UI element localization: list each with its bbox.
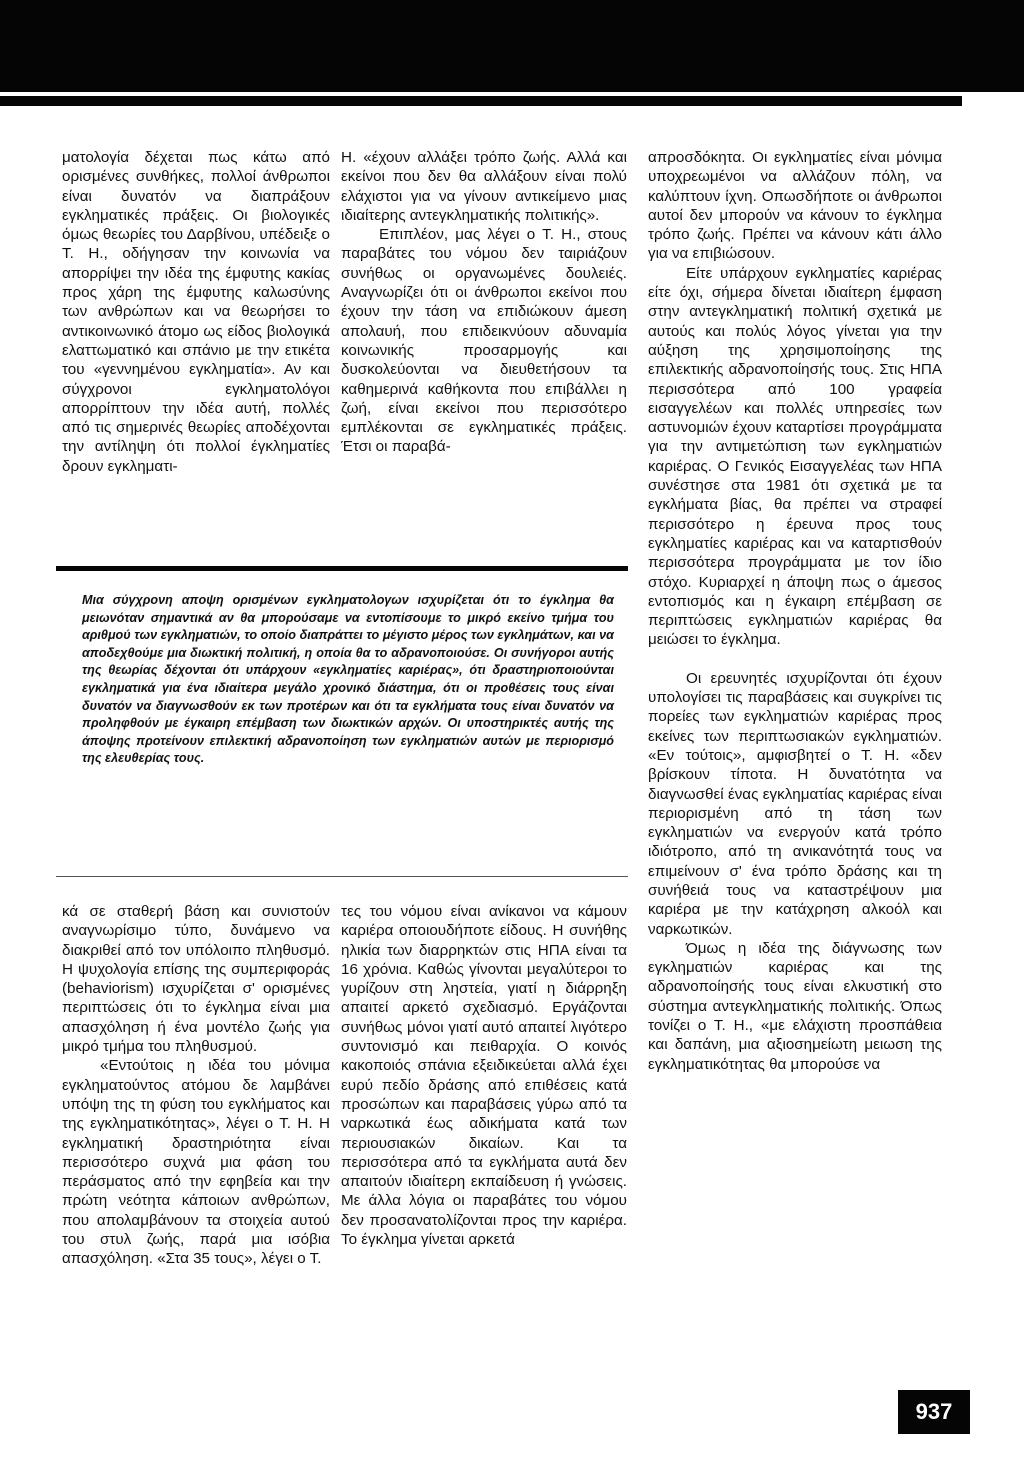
column-middle-top [341,148,627,457]
column-right [648,148,942,1074]
top-black-band [0,0,1024,92]
top-rule [0,96,962,106]
pull-quote: Μια σύγχρονη αποψη ορισμένων εγκληματολογων ισχυρίζεται ότι το έγκλημα θα μειωνόταν σημαντικά αν θα μπορούσαμε να εντοπίσουμε το μικρό εκείνο τμήμα του αριθμού των εγκληματιών, το οποίο διαπράττει το μέγιστο μέρος των εγκλημάτων, και να αποδεχθούμε μια διωκτική πολιτική, η οποία θα το αδρανοποιούσε. Οι συνήγοροι αυτής της θεωρίας δέχονται ότι υπάρχουν «εγκληματίες καριέρας», ότι δραστηριοποιούνται εγκληματικά για ένα ιδιαίτερα μεγάλο χρονικό διάστημα, ότι οι προθέσεις τους είναι δυνατόν να διαγνωσθούν εκ των προτέρων και ότι τα εγκλήματα τους είναι δυνατόν να προληφθούν με έγκαιρη επέμβαση των διωκτικών αρχών. Οι υποστηρικτές αυτής της άποψης προτείνουν επιλεκτική αδρανοποίηση των εγκληματιών αυτών με περιορισμό της ελευθερίας τους. [82,593,614,766]
paragraph: τες του νόμου είναι ανίκανοι να κάμουν καριέρα οποιουδήποτε είδους. Η συνήθης ηλικία των διαρρηκτών στις ΗΠΑ είναι τα 16 χρόνια. Καθώς γίνονται μεγαλύτεροι το γυρίζουν στη ληστεία, γιατί η διάρρηξη απαιτεί αρκετό σχεδιασμό. Εργάζονται συνήθως μόνοι γιατί αυτό απαιτεί λιγότερο συντονισμό και πειθαρχία. Ο κοινός κακοποιός σπάνια εξειδικεύεται αλλά έχει ευρύ πεδίο δράσης από επιθέσεις κατά προσώπων και παραβάσεις γύρω από τα ναρκωτικά έως αδικήματα κατά των περιουσιακών δικαίων. Και τα περισσότερα από τα εγκλήματα αυτά δεν απαιτούν ιδιαίτερη εκπαίδευση ή γνώσεις. Με άλλα λόγια οι παραβάτες του νόμου δεν προσανατολίζονται προς την καριέρα. Το έγκλημα γίνεται αρκετά [341,903,627,1249]
paragraph: Η. «έχουν αλλάξει τρόπο ζωής. Αλλά και εκείνοι που δεν θα αλλάξουν είναι πολύ ελάχιστοι για να γίνουν αντικείμενο μιας ιδιαίτερης αντεγκληματικής πολιτικής». [341,149,627,224]
paragraph: Οι ερευνητές ισχυρίζονται ότι έχουν υπολογίσει τις παραβάσεις και συγκρίνει τις πορείες των εγκληματιών καριέρας προς εκείνες των περιπτωσιακών εγκληματιών. «Εν τούτοις», αμφισβητεί ο Τ. Η. «δεν βρίσκουν τίποτα. Η δυνατότητα να διαγνωσθεί ένας εγκληματίας καριέρας είναι περιορισμένη από τη τάση των εγκληματιών να ενεργούν κατά τρόπο ιδιότροπο, από τη ανικανότητά τους να επιμείνουν σ' ένα τρόπο δράσης και τη συνήθειά τους να καταστρέψουν μια καριέρα με την κατάχρηση αλκοόλ και ναρκωτικών. [648,669,942,938]
paragraph: απροσδόκητα. Οι εγκληματίες είναι μόνιμα υποχρεωμένοι να αλλάζουν πόλη, να καλύπτουν ίχνη. Οπωσδήποτε οι άνθρωποι αυτοί δεν μπορούν να κάνουν το έγκλημα τρόπο ζωής. Πρέπει να κάνουν κάτι άλλο για να επιβιώσουν. [648,149,942,263]
paragraph: κά σε σταθερή βάση και συνιστούν αναγνωρίσιμο τύπο, δυνάμενο να διακριθεί από τον υπόλοιπο πληθυσμό. Η ψυχολογία επίσης της συμπεριφοράς (behaviorism) ισχυρίζεται σ' ορισμένες περιπτώσεις ότι το έγκλημα είναι μια απασχόληση ή ένα μοντέλο ζωής για μικρό τμήμα του πληθυσμού. [62,903,330,1056]
paragraph: «Εντούτοις η ιδέα του μόνιμα εγκληματούντος ατόμου δε λαμβάνει υπόψη της τη φύση του εγκλήματος και της εγκληματικότητας», λέγει ο Τ. Η. Η εγκληματική δραστηριότητα είναι περισσότερο συχνά μια φάση του περάσματος από την εφηβεία και την πρώτη νεότητα κάποιων ανθρώπων, που απολαμβάνουν τα στοιχεία αυτού του στυλ ζωής, παρά μια ισόβια απασχόληση. «Στα 35 τους», λέγει ο Τ. [62,1057,330,1268]
column-middle-bottom [341,902,627,1249]
column-left-top [62,148,330,476]
callout-bottom-rule [56,876,628,877]
callout-top-rule [56,566,628,571]
paragraph: ματολογία δέχεται πως κάτω από ορισμένες συνθήκες, πολλοί άνθρωποι είναι δυνατόν να διαπράξουν εγκληματικές πράξεις. Οι βιολογικές όμως θεωρίες του Δαρβίνου, υπέδειξε ο Τ. Η., οδήγησαν την κοινωνία να απορρίψει την ιδέα της έμφυτης κακίας προς χάρη της έμφυτης καλωσύνης των ανθρώπων και να θεωρήσει το αντικοινωνικό άτομο ως είδος βιολογικά ελαττωματικό και σπάνιο με την ετικέτα του «γεννημένου εγκληματία». Αν και σύγχρονοι εγκληματολόγοι απορρίπτουν την ιδέα αυτή, πολλές από τις σημερινές θεωρίες αποδέχονται την αντίληψη ότι πολλοί έγκληματίες δρουν εγκληματι- [62,149,330,475]
paragraph: Επιπλέον, μας λέγει ο Τ. Η., στους παραβάτες του νόμου δεν ταιριάζουν συνήθως οι οργανωμένες δουλειές. Αναγνωρίζει ότι οι άνθρωποι εκείνοι που έχουν την τάση να επιδιώκουν άμεση απολαυή, που επιδεικνύουν αδυναμία κοινωνικής προσαρμογής και δυσκολεύονται να διευθετήσουν τα καθημερινά καθήκοντα που επιβάλλει η ζωή, είναι εκείνοι που περισσότερο εμπλέκονται σε εγκληματικές πράξεις. Έτσι οι παραβά- [341,226,627,456]
paragraph: Είτε υπάρχουν εγκληματίες καριέρας είτε όχι, σήμερα δίνεται ιδιαίτερη έμφαση στην αντεγκληματική πολιτική σχετικά με αυτούς και πολύς λόγος γίνεται για την αύξηση της χρησιμοποίησης της επιλεκτικής αδρανοποίησής τους. Στις ΗΠΑ περισσότερα από 100 γραφεία εισαγγελέων και πολλές υπηρεσίες των αστυνομιών έχουν καταρτίσει προγράμματα για την αντιμετώπιση των εγκληματιών καριέρας. Ο Γενικός Εισαγγελέας των ΗΠΑ συνέστησε στα 1981 ότι σχετικά με τα εγκλήματα βίας, θα πρέπει να στραφεί περισσότερο η έρευνα προς τους εγκληματίες καριέρας και να καταρτισθούν περισσότερα προγράμματα με τον ίδιο στόχο. Κυριαρχεί η άποψη πως ο άμεσος εντοπισμός και η έγκαιρη επέμβαση σε περιπτώσεις εγκληματιών καριέρας θα μειώσει το έγκλημα. [648,264,942,649]
paragraph: Όμως η ιδέα της διάγνωσης των εγκληματιών καριέρας και της αδρανοποίησής τους είναι ελκυστική στο σύστημα αντεγκληματικής πολιτικής. Όπως τονίζει ο Τ. Η., «με ελάχιστη προσπάθεια και δαπάνη, μια αξιοσημείωτη μειωση της εγκληματικότητας θα μπορούσε να [648,939,942,1073]
column-left-bottom [62,902,330,1269]
page-number: 937 [898,1390,970,1434]
